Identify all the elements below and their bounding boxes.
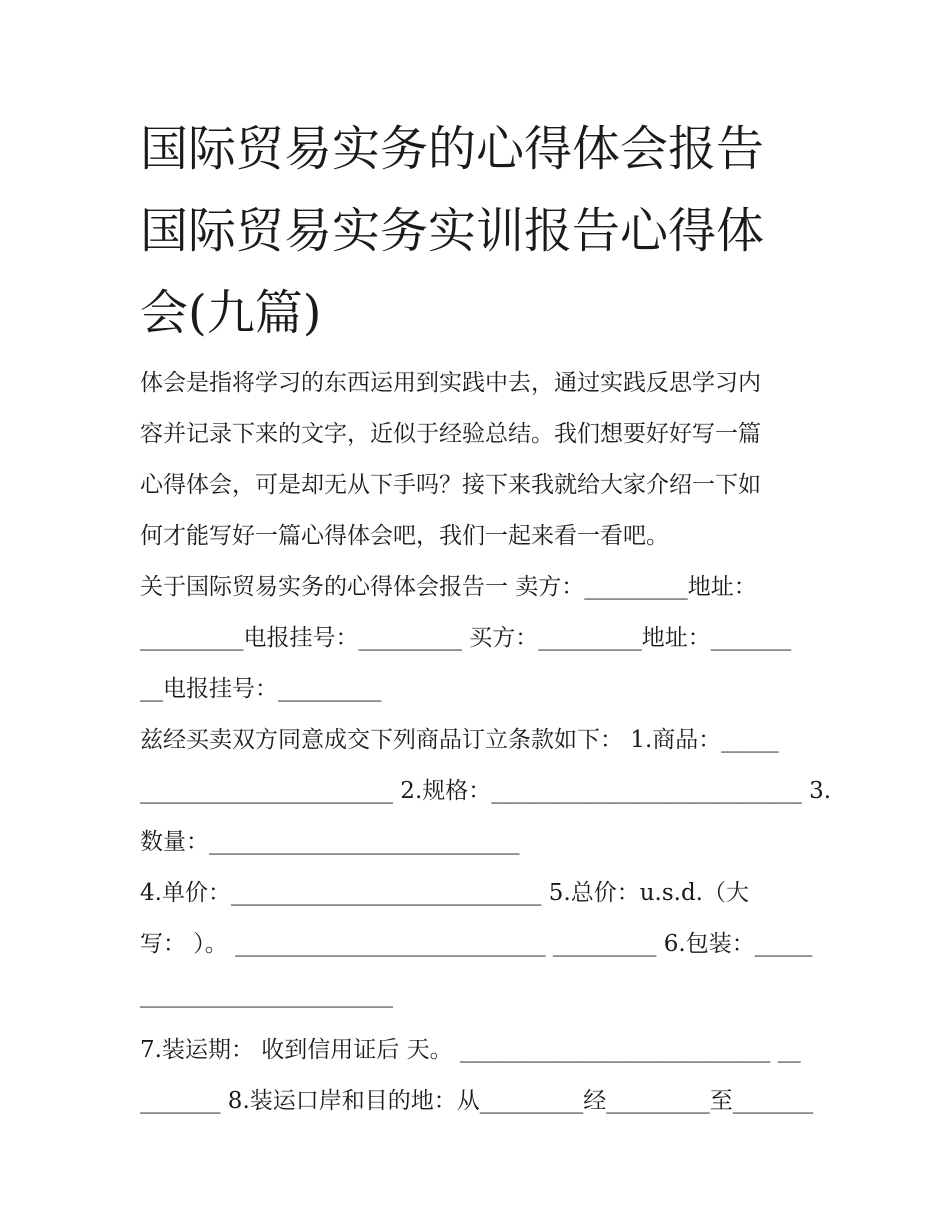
- title-line: 国际贸易实务实训报告心得体: [140, 203, 765, 259]
- text-line: 写： ）。 ___________________________ _________ 6.包装：_____: [140, 931, 813, 957]
- contract-parties-paragraph: [140, 562, 812, 715]
- text-line: 数量：___________________________: [140, 829, 520, 855]
- text-line: 何才能写好一篇心得体会吧，我们一起来看一看吧。: [140, 523, 669, 549]
- text-line: _______ 8.装运口岸和目的地：从_________经_________至_______: [140, 1088, 814, 1114]
- text-line: 关于国际贸易实务的心得体会报告一 卖方：_________地址：: [140, 574, 757, 600]
- title-line: 国际贸易实务的心得体会报告: [140, 121, 765, 177]
- document-body: [140, 358, 832, 1127]
- contract-terms-paragraph: [140, 715, 832, 1127]
- text-line: 7.装运期： 收到信用证后 天。 ___________________________ __: [140, 1037, 801, 1063]
- intro-paragraph: [140, 358, 812, 562]
- text-line: __电报挂号：_________: [140, 676, 382, 702]
- text-line: 心得体会，可是却无从下手吗？接下来我就给大家介绍一下如: [140, 472, 761, 498]
- document-page: [140, 108, 832, 1127]
- text-line: 兹经买卖双方同意成交下列商品订立条款如下： 1.商品：_____: [140, 727, 779, 753]
- document-title: [140, 108, 812, 354]
- title-line: 会(九篇): [140, 285, 322, 341]
- text-line: 体会是指将学习的东西运用到实践中去，通过实践反思学习内: [140, 370, 761, 396]
- text-line: ______________________ 2.规格：___________________________ 3.: [140, 778, 832, 804]
- text-line: ______________________: [140, 982, 393, 1008]
- text-line: _________电报挂号：_________ 买方：_________地址：_______: [140, 625, 792, 651]
- text-line: 4.单价：___________________________ 5.总价：u.s.d.（大: [140, 880, 749, 906]
- text-line: 容并记录下来的文字，近似于经验总结。我们想要好好写一篇: [140, 421, 761, 447]
